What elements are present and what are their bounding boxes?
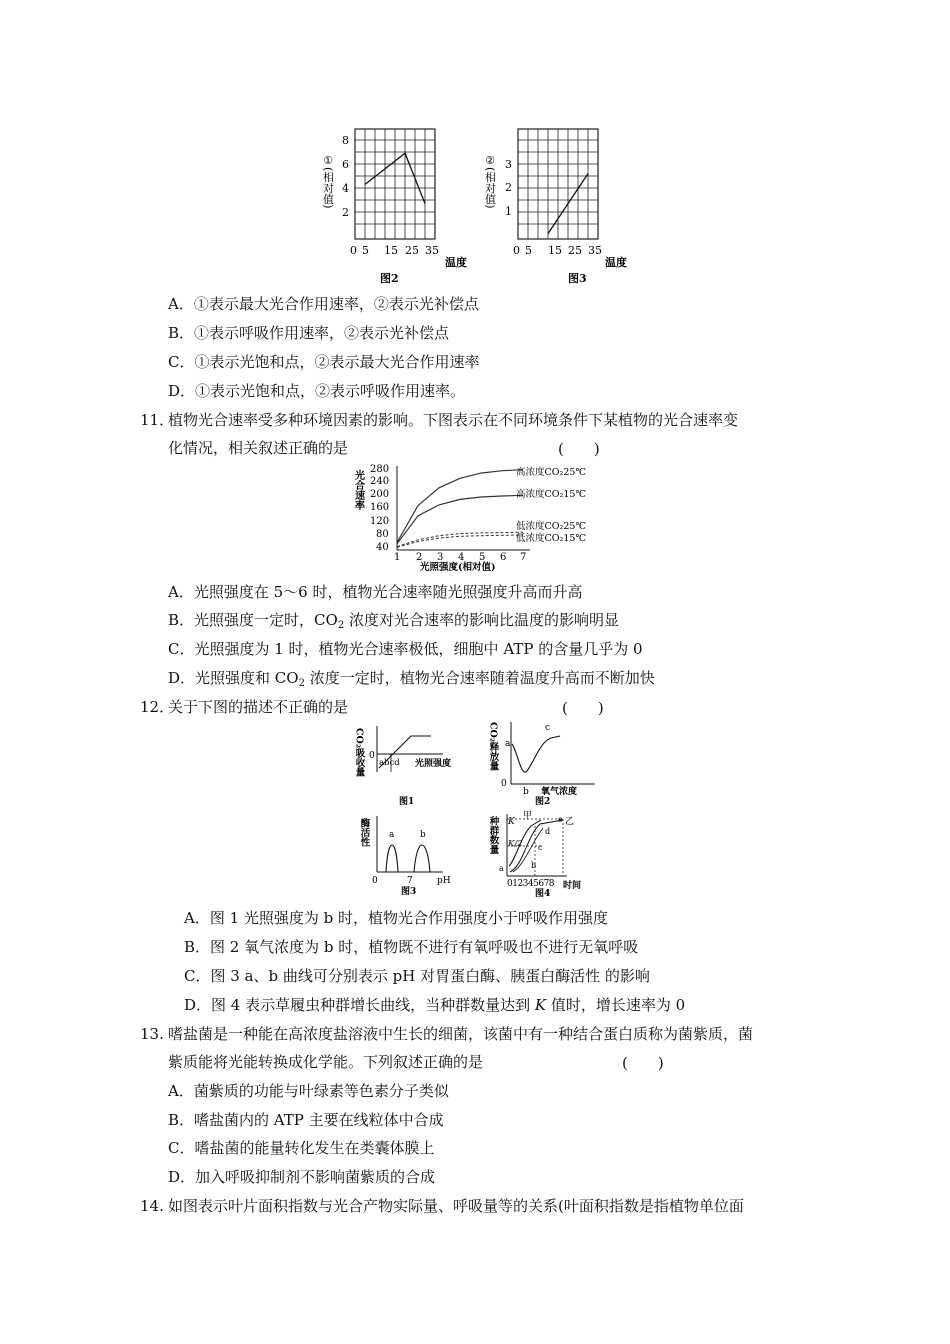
q12-fig2-caption: 图2 — [535, 797, 551, 807]
q12-fig4-xticks: 012345678 — [507, 879, 555, 889]
q12-option-d-k: K — [534, 996, 547, 1014]
q12-fig4-caption: 图4 — [535, 889, 551, 899]
q12-fig2-a: a — [505, 739, 511, 749]
q13-stem-line1: 嗜盐菌是一种能在高浓度盐溶液中生长的细菌，该菌中有一种结合蛋白质称为菌紫质，菌 — [168, 1025, 754, 1043]
q12-fig4-k: K — [508, 817, 515, 827]
q12-fig3-zero: 0 — [372, 876, 378, 886]
q11-ytick: 120 — [370, 516, 390, 527]
q11-series-high-25 — [397, 470, 523, 543]
fig2-ytick: 4 — [342, 182, 349, 195]
q12-fig4-label-c: c — [538, 843, 543, 852]
q11-ylabel: 光合速率 — [352, 470, 364, 510]
q12-fig3-curve-a — [386, 845, 398, 872]
q10-option-a: A．①表示最大光合作用速率，②表示光补偿点 — [168, 295, 479, 313]
q11-legend-low-15: 低浓度CO₂15℃ — [516, 533, 587, 544]
fig3-xtick: 0 — [513, 244, 520, 257]
q12-fig1-xlabel: 光照强度 — [415, 759, 452, 769]
q11-legend-low-25: 低浓度CO₂25℃ — [516, 521, 587, 532]
q11-chart — [350, 462, 610, 572]
q11-option-b — [168, 610, 619, 630]
q11-ytick: 160 — [370, 502, 390, 513]
q12-option-b: B．图 2 氧气浓度为 b 时，植物既不进行有氧呼吸也不进行无氧呼吸 — [184, 938, 639, 956]
fig3-grid — [518, 129, 598, 239]
fig2-ylabel: ①(相对值) — [321, 154, 335, 209]
q13-stem-line2: 紫质能将光能转换成化学能。下列叙述正确的是 — [168, 1053, 484, 1071]
q11-option-d-pre: D．光照强度和 CO — [168, 669, 299, 687]
fig3-caption: 图3 — [568, 272, 587, 285]
q10-option-d: D．①表示光饱和点，②表示呼吸作用速率。 — [168, 382, 466, 400]
q12-fig4-label-a: a — [499, 864, 504, 873]
q11-xtick: 4 — [458, 552, 465, 563]
q11-xtick: 6 — [500, 552, 507, 563]
q12-fig2-b: b — [523, 787, 529, 797]
q11-legend-high-25: 高浓度CO₂25℃ — [516, 467, 587, 478]
fig2-ytick: 8 — [342, 134, 349, 147]
q12-fig2-c: c — [545, 723, 551, 733]
q11-ytick: 80 — [376, 529, 389, 540]
fig3-ytick: 2 — [505, 181, 512, 194]
q12-option-c: C．图 3 a、b 曲线可分别表示 pH 对胃蛋白酶、胰蛋白酶活性 的影响 — [184, 967, 650, 985]
q11-answer-paren: ( ) — [558, 440, 600, 458]
q11-stem-line1: 植物光合速率受多种环境因素的影响。下图表示在不同环境条件下某植物的光合速率变 — [168, 411, 739, 429]
fig3-ytick: 3 — [505, 158, 512, 171]
q13-option-c: C．嗜盐菌的能量转化发生在类囊体膜上 — [168, 1139, 435, 1157]
q12-answer-paren: ( ) — [562, 699, 604, 717]
q11-ytick: 40 — [376, 542, 389, 553]
q12-stem: 关于下图的描述不正确的是 — [168, 698, 349, 716]
q12-fig3-seven: 7 — [407, 876, 413, 886]
q12-fig2-xlabel: 氧气浓度 — [541, 787, 578, 797]
q12-fig1-marks: abcd — [379, 758, 400, 768]
q11-series-high-15 — [397, 495, 523, 544]
q12-fig2-curve — [512, 736, 560, 772]
q11-xtick: 5 — [479, 552, 486, 563]
q12-fig3-a: a — [389, 830, 395, 840]
fig3-ylabel: ②(相对值) — [483, 154, 497, 209]
fig3-xlabel: 温度 — [605, 256, 627, 269]
q11-stem-line2: 化情况，相关叙述正确的是 — [168, 439, 349, 457]
fig2-xtick: 35 — [425, 244, 439, 257]
fig2-ytick: 2 — [342, 206, 349, 219]
q11-option-b-pre: B．光照强度一定时，CO — [168, 611, 338, 629]
q13-option-b: B．嗜盐菌内的 ATP 主要在线粒体中合成 — [168, 1111, 444, 1129]
q12-fig4-ylabel: 种群数量 — [487, 816, 499, 854]
q12-fig3-b: b — [420, 830, 426, 840]
q12-fig3-xlabel: pH — [437, 876, 451, 886]
q13-option-d: D．加入呼吸抑制剂不影响菌紫质的合成 — [168, 1168, 436, 1186]
fig2-caption: 图2 — [380, 272, 399, 285]
q12-fig3-ylabel: 酶活性 — [358, 818, 370, 847]
q11-option-d — [168, 668, 655, 688]
fig2-xtick: 0 — [350, 244, 357, 257]
q11-legend-high-15: 高浓度CO₂15℃ — [516, 489, 587, 500]
q12-fig4-yi: 乙 — [565, 817, 575, 827]
fig2-xlabel: 温度 — [445, 256, 467, 269]
q10-option-c: C．①表示光饱和点，②表示最大光合作用速率 — [168, 353, 480, 371]
q12-fig4-k2: K/2 — [508, 839, 523, 849]
q11-series-low-25 — [397, 532, 523, 546]
q12-fig3-caption: 图3 — [401, 887, 417, 897]
q11-xtick: 3 — [437, 552, 444, 563]
fig3-ytick: 1 — [505, 205, 512, 218]
q12-fig4-label-d: d — [545, 827, 551, 836]
q11-option-b-post: 浓度对光合速率的影响比温度的影响明显 — [344, 611, 619, 629]
fig2-xtick: 15 — [384, 244, 398, 257]
fig2-grid — [355, 129, 435, 239]
q10-option-b: B．①表示呼吸作用速率，②表示光补偿点 — [168, 324, 450, 342]
q11-option-d-sub: 2 — [298, 678, 305, 689]
q12-fig4-xlabel: 时间 — [563, 881, 582, 891]
q11-number: 11． — [140, 411, 175, 429]
q11-series-low-15 — [397, 535, 523, 547]
q12-fig2-zero: 0 — [501, 779, 507, 789]
fig2-ytick: 6 — [342, 158, 349, 171]
q12-fig1-ylabel: CO₂吸收量 — [353, 728, 365, 777]
q11-option-b-sub: 2 — [337, 620, 345, 631]
q12-number: 12． — [140, 698, 175, 716]
q11-xtick: 2 — [416, 552, 423, 563]
q12-fig4-jia: 甲 — [523, 811, 533, 821]
fig3-xtick: 25 — [568, 244, 582, 257]
fig2-xtick: 5 — [362, 244, 369, 257]
fig2-xtick: 25 — [405, 244, 419, 257]
q11-xtick: 1 — [394, 552, 401, 563]
q14-stem-line1: 如图表示叶片面积指数与光合产物实际量、呼吸量等的关系(叶面积指数是指植物单位面 — [168, 1197, 744, 1215]
q12-option-d-pre: D．图 4 表示草履虫种群增长曲线，当种群数量达到 — [184, 996, 535, 1014]
fig3-xtick: 5 — [525, 244, 532, 257]
q12-figures — [355, 716, 605, 901]
q11-xtick: 7 — [520, 552, 527, 563]
q14-number: 14. — [140, 1197, 164, 1215]
q11-ytick: 240 — [370, 476, 390, 487]
q11-option-c: C．光照强度为 1 时，植物光合速率极低，细胞中 ATP 的含量几乎为 0 — [168, 640, 643, 658]
q13-number: 13. — [140, 1025, 164, 1043]
q12-option-d — [184, 995, 685, 1015]
q11-ytick: 200 — [370, 489, 390, 500]
q12-fig1-caption: 图1 — [399, 797, 415, 807]
q11-xlabel: 光照强度(相对值) — [420, 562, 496, 573]
fig3-xtick: 35 — [588, 244, 602, 257]
q12-fig1-zero: 0 — [369, 751, 375, 761]
q12-fig4-label-b: b — [531, 861, 537, 870]
q13-answer-paren: ( ) — [622, 1054, 664, 1072]
q11-ytick: 280 — [370, 464, 390, 475]
q12-fig3-curve-b — [414, 845, 430, 872]
q11-option-d-post: 浓度一定时，植物光合速率随着温度升高而不断加快 — [304, 669, 655, 687]
q12-option-a: A．图 1 光照强度为 b 时，植物光合作用强度小于呼吸作用强度 — [184, 909, 609, 927]
q12-fig2-ylabel: CO₂释放量 — [487, 722, 499, 771]
q12-option-d-post: 值时，增长速率为 0 — [546, 996, 686, 1014]
q11-option-a: A．光照强度在 5～6 时，植物光合速率随光照强度升高而升高 — [168, 583, 583, 601]
q12-fig4-label-e: e — [558, 815, 563, 824]
q13-option-a: A．菌紫质的功能与叶绿素等色素分子类似 — [168, 1082, 449, 1100]
top-figures — [320, 124, 640, 289]
fig3-xtick: 15 — [548, 244, 562, 257]
